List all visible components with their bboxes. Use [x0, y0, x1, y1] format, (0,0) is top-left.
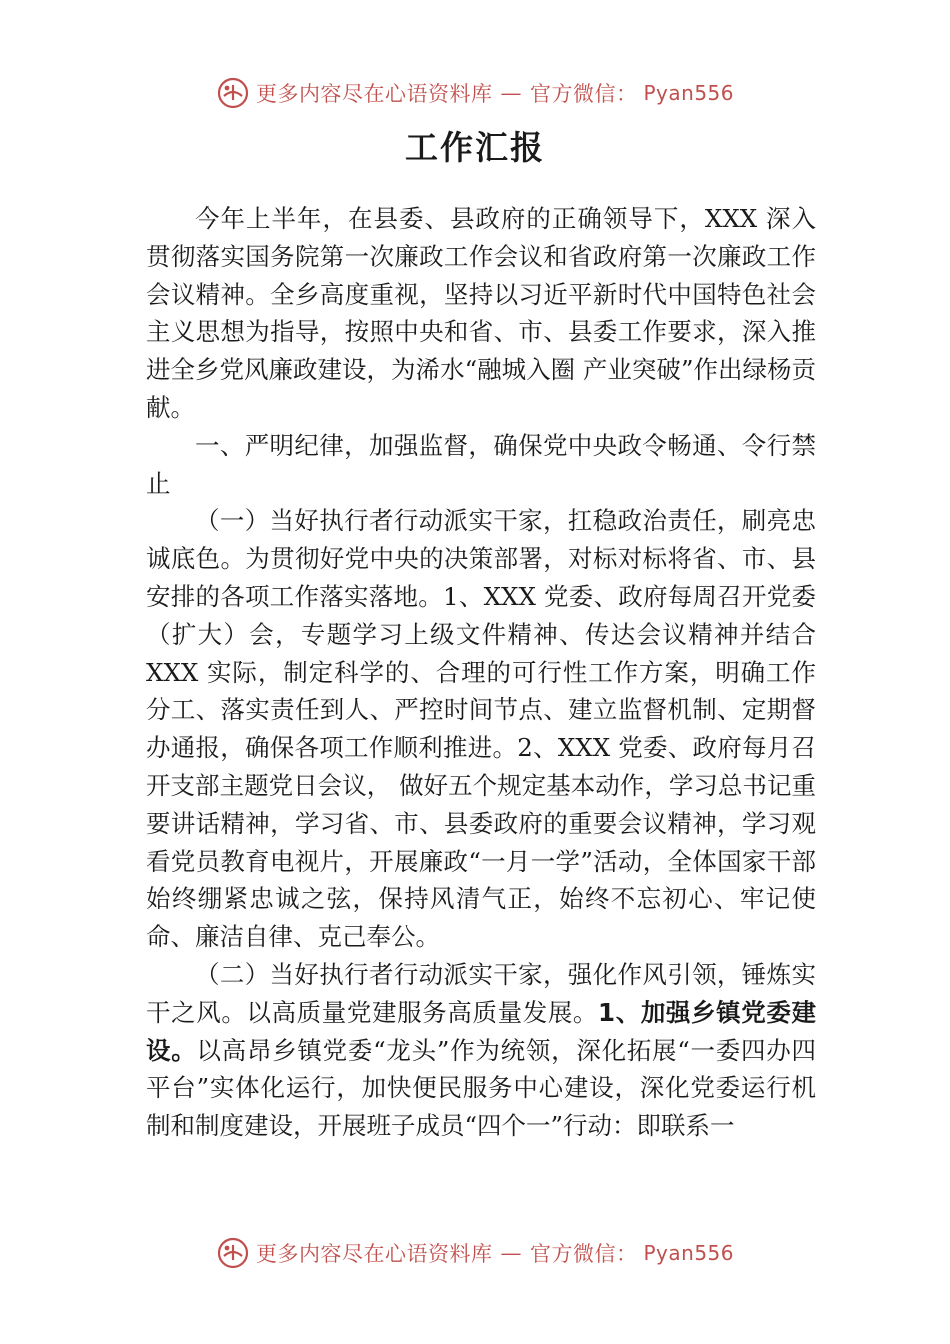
book-logo-icon — [216, 1236, 250, 1270]
section-2-start: （二）当好执行者行动派实干家，强化作风引领，锤炼实干之风。以高质量党建服务高质量发展。 — [146, 959, 816, 1027]
watermark-separator: — — [500, 1241, 522, 1265]
watermark-label: 官方微信： — [529, 1242, 638, 1266]
section-1-paragraph: （一）当好执行者行动派实干家，扛稳政治责任，刷亮忠诚底色。为贯彻好党中央的决策部署，对标对标将省、市、县安排的各项工作落实落地。1、XXX 党委、政府每周召开党委（扩大）会，专题学习上级文件精神、传达会议精神并结合 XXX 实际，制定科学的、合理的可行性工作方案，明确工作分工、落实责任到人、严控时间节点、建立监督机制、定期督办通报，确保各项工作顺利推进。2、XXX 党委、政府每月召开支部主题党日会议， 做好五个规定基本动作，学习总书记重要讲话精神，学习省、市、县委政府的重要会议精神，学习观看党员教育电视片，开展廉政“一月一学”活动，全体国家干部始终绷紧忠诚之弦，保持风清气正，始终不忘初心、牢记使命、廉洁自律、克己奉公。 — [146, 506, 816, 952]
watermark-text: 更多内容尽在心语资料库 — [255, 82, 493, 106]
watermark-separator: — — [500, 81, 522, 105]
watermark-handle: Pyan556 — [643, 81, 734, 105]
document-title: 工作汇报 — [405, 128, 545, 167]
watermark-label: 官方微信： — [529, 82, 638, 106]
section-heading-1: 一、严明纪律，加强监督，确保党中央政令畅通、令行禁止 — [146, 430, 816, 498]
footer-watermark — [0, 1236, 950, 1270]
book-logo-icon — [216, 76, 250, 110]
document-body — [146, 200, 816, 1145]
watermark-handle: Pyan556 — [643, 1241, 734, 1265]
header-watermark — [0, 76, 950, 110]
section-2-bold-heading: 1、加强乡镇党委建设。 — [146, 997, 817, 1065]
intro-paragraph: 今年上半年，在县委、县政府的正确领导下，XXX 深入贯彻落实国务院第一次廉政工作会议和省政府第一次廉政工作会议精神。全乡高度重视，坚持以习近平新时代中国特色社会主义思想为指导，按照中央和省、市、县委工作要求，深入推进全乡党风廉政建设，为浠水“融城入圈 产业突破”作出绿杨贡献。 — [146, 204, 816, 422]
watermark-text: 更多内容尽在心语资料库 — [255, 1242, 493, 1266]
section-2-rest: 以高昂乡镇党委“龙头”作为统领，深化拓展“一委四办四平台”实体化运行，加快便民服务中心建设，深化党委运行机制和制度建设，开展班子成员“四个一”行动：即联系一 — [146, 1035, 817, 1141]
section-2-paragraph — [146, 956, 816, 1145]
